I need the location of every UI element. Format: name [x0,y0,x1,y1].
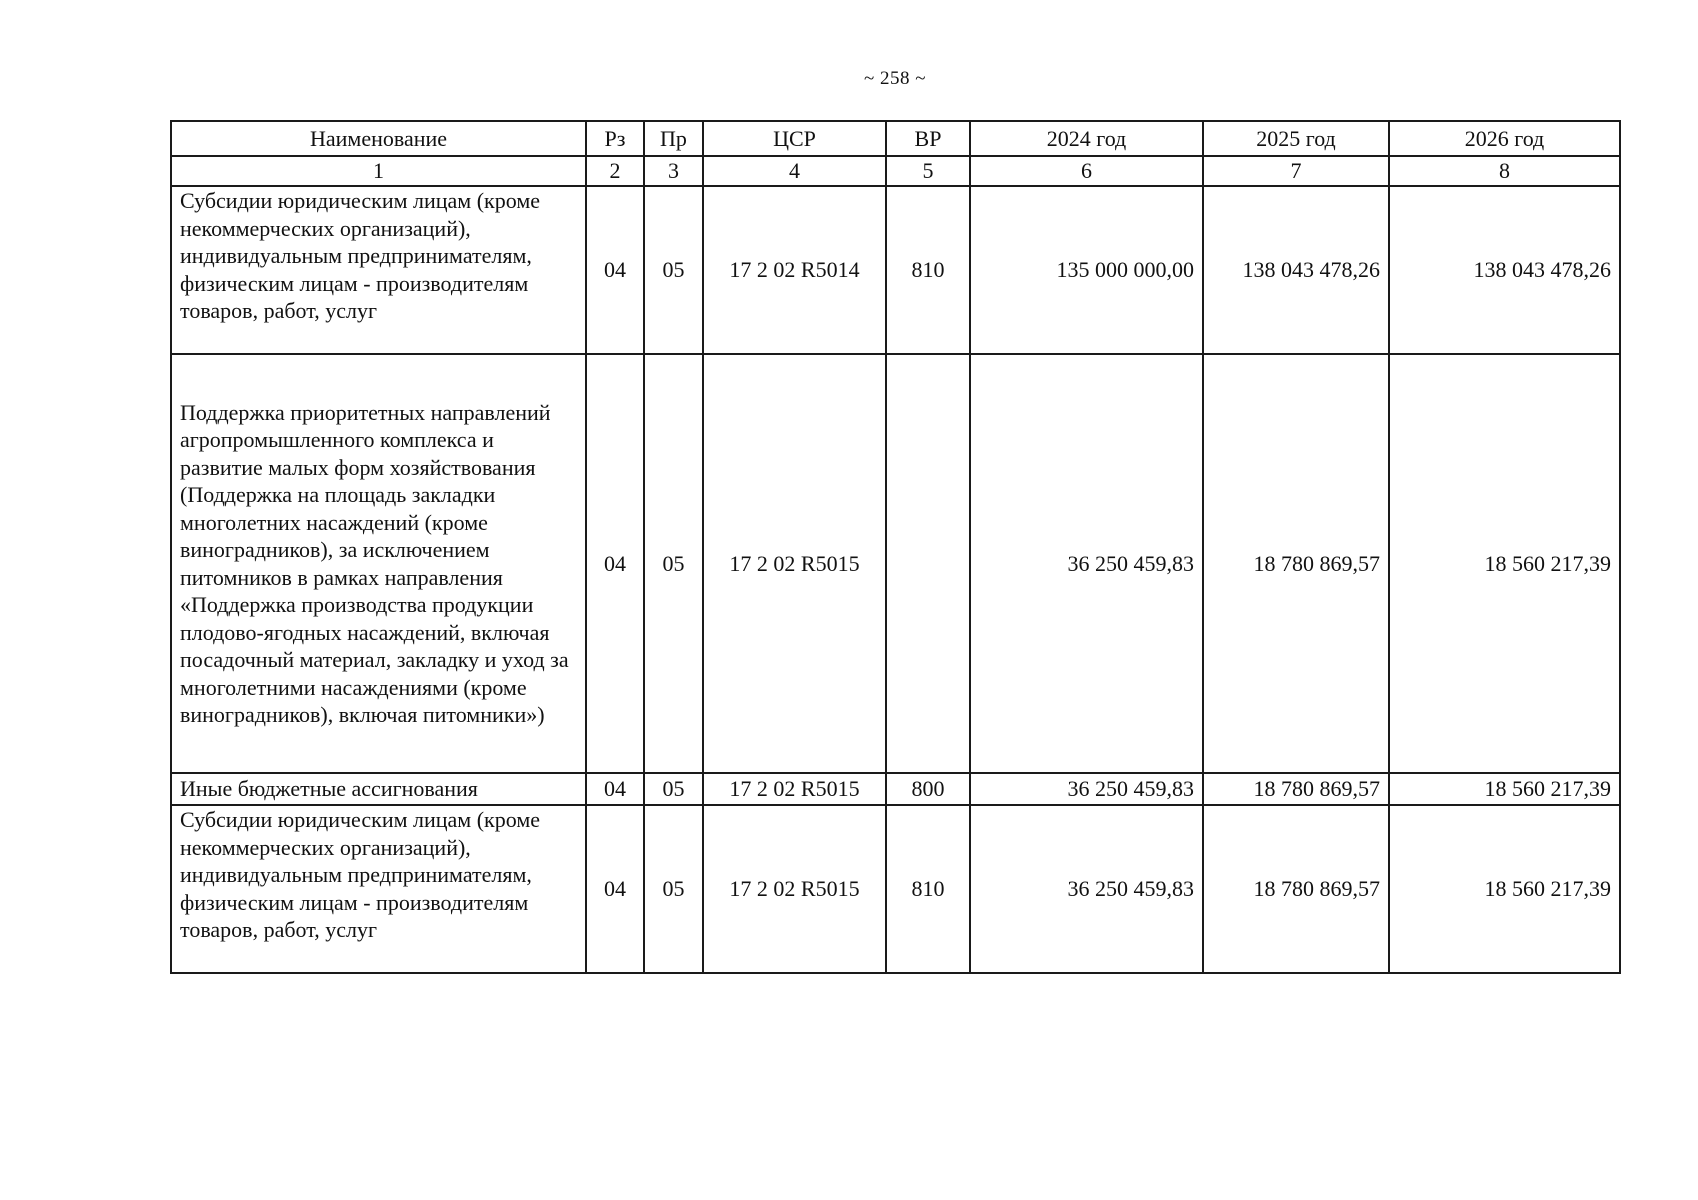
header-pr: Пр [644,121,703,156]
row-2024: 36 250 459,83 [970,773,1203,805]
row-csr: 17 2 02 R5015 [703,805,886,973]
row-2024: 36 250 459,83 [970,354,1203,773]
header-csr: ЦСР [703,121,886,156]
header-2026: 2026 год [1389,121,1620,156]
column-number: 1 [171,156,586,186]
header-rz: Рз [586,121,644,156]
row-2025: 18 780 869,57 [1203,354,1389,773]
row-2025: 18 780 869,57 [1203,773,1389,805]
column-number: 6 [970,156,1203,186]
header-name: Наименование [171,121,586,156]
row-csr: 17 2 02 R5014 [703,186,886,354]
row-2024: 135 000 000,00 [970,186,1203,354]
row-2026: 18 560 217,39 [1389,805,1620,973]
column-number: 7 [1203,156,1389,186]
row-name: Иные бюджетные ассигнования [171,773,586,805]
row-vr: 810 [886,805,970,973]
column-number-row [171,156,1620,186]
row-2025: 138 043 478,26 [1203,186,1389,354]
header-vr: ВР [886,121,970,156]
row-2024: 36 250 459,83 [970,805,1203,973]
row-vr: 800 [886,773,970,805]
column-number: 4 [703,156,886,186]
row-name: Поддержка приоритетных направлений агропромышленного комплекса и развитие малых форм хозяйствования (Поддержка на площадь закладки многолетних насаждений (кроме виноградников), за исключением питомников в рамках направления «Поддержка производства продукции плодово-ягодных насаждений, включая посадочный материал, закладку и уход за многолетними насаждениями (кроме виноградников), включая питомники») [171,354,586,773]
table-row [171,773,1620,805]
row-pr: 05 [644,354,703,773]
row-csr: 17 2 02 R5015 [703,773,886,805]
row-csr: 17 2 02 R5015 [703,354,886,773]
row-pr: 05 [644,805,703,973]
column-number: 3 [644,156,703,186]
row-2025: 18 780 869,57 [1203,805,1389,973]
table-row [171,805,1620,973]
table-header-row [171,121,1620,156]
row-2026: 18 560 217,39 [1389,773,1620,805]
header-2025: 2025 год [1203,121,1389,156]
column-number: 5 [886,156,970,186]
row-rz: 04 [586,354,644,773]
row-pr: 05 [644,186,703,354]
row-rz: 04 [586,773,644,805]
table-row [171,186,1620,354]
row-vr [886,354,970,773]
budget-table [170,120,1621,974]
row-2026: 138 043 478,26 [1389,186,1620,354]
row-pr: 05 [644,773,703,805]
header-2024: 2024 год [970,121,1203,156]
row-2026: 18 560 217,39 [1389,354,1620,773]
page-number: ~ 258 ~ [863,68,927,89]
row-name: Субсидии юридическим лицам (кроме некоммерческих организаций), индивидуальным предпринимателям, физическим лицам - производителям товаров, работ, услуг [171,186,586,354]
column-number: 2 [586,156,644,186]
row-rz: 04 [586,186,644,354]
row-vr: 810 [886,186,970,354]
row-rz: 04 [586,805,644,973]
table-row [171,354,1620,773]
column-number: 8 [1389,156,1620,186]
row-name: Субсидии юридическим лицам (кроме некоммерческих организаций), индивидуальным предпринимателям, физическим лицам - производителям товаров, работ, услуг [171,805,586,973]
